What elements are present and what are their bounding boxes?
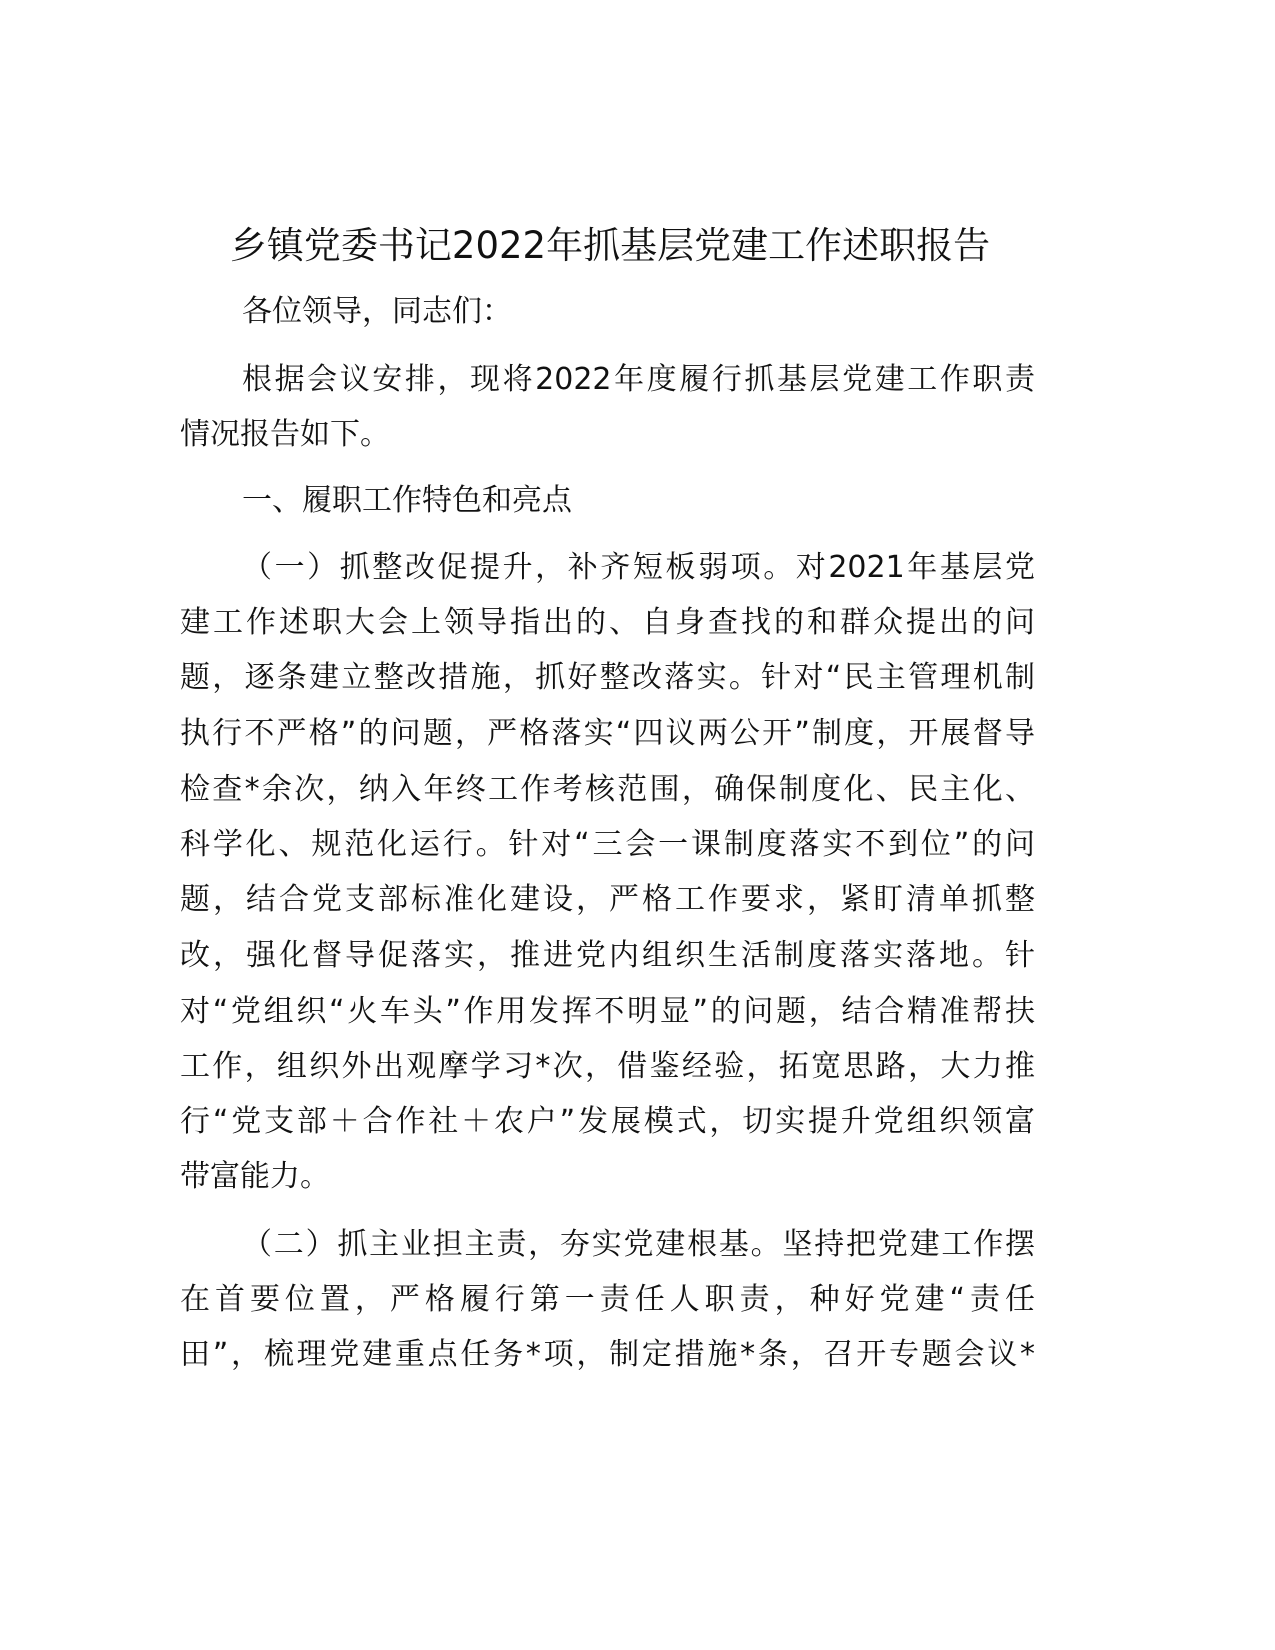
text-line: 行“党支部＋合作社＋农户”发展模式，切实提升党组织领富 xyxy=(180,1104,1035,1139)
text-line: 执行不严格”的问题，严格落实“四议两公开”制度，开展督导 xyxy=(180,716,1035,751)
text-line: 对“党组织“火车头”作用发挥不明显”的问题，结合精准帮扶 xyxy=(180,994,1035,1029)
text-line: 工作，组织外出观摩学习*次，借鉴经验，拓宽思路，大力推 xyxy=(180,1049,1035,1084)
text-line: 科学化、规范化运行。针对“三会一课制度落实不到位”的问 xyxy=(180,827,1035,862)
document-title: 乡镇党委书记2022年抓基层党建工作述职报告 xyxy=(229,224,991,267)
section-heading: 一、履职工作特色和亮点 xyxy=(242,483,572,518)
intro-line-1: 根据会议安排，现将2022年度履行抓基层党建工作职责 xyxy=(242,362,1035,397)
greeting: 各位领导，同志们： xyxy=(242,294,512,329)
text-line: 题，结合党支部标准化建设，严格工作要求，紧盯清单抓整 xyxy=(180,882,1035,917)
intro-line-2: 情况报告如下。 xyxy=(180,417,390,452)
text-line: （一）抓整改促提升，补齐短板弱项。对2021年基层党 xyxy=(242,550,1035,585)
text-line: 建工作述职大会上领导指出的、自身查找的和群众提出的问 xyxy=(180,605,1035,640)
text-line: 检查*余次，纳入年终工作考核范围，确保制度化、民主化、 xyxy=(180,772,1035,807)
text-line: 带富能力。 xyxy=(180,1159,330,1194)
text-line: 改，强化督导促落实，推进党内组织生活制度落实落地。针 xyxy=(180,938,1035,973)
text-line: 田”，梳理党建重点任务*项，制定措施*条，召开专题会议* xyxy=(180,1337,1035,1372)
text-line: 题，逐条建立整改措施，抓好整改落实。针对“民主管理机制 xyxy=(180,660,1035,695)
text-line: 在首要位置，严格履行第一责任人职责，种好党建“责任 xyxy=(180,1282,1035,1317)
text-line: （二）抓主业担主责，夯实党建根基。坚持把党建工作摆 xyxy=(242,1227,1035,1262)
